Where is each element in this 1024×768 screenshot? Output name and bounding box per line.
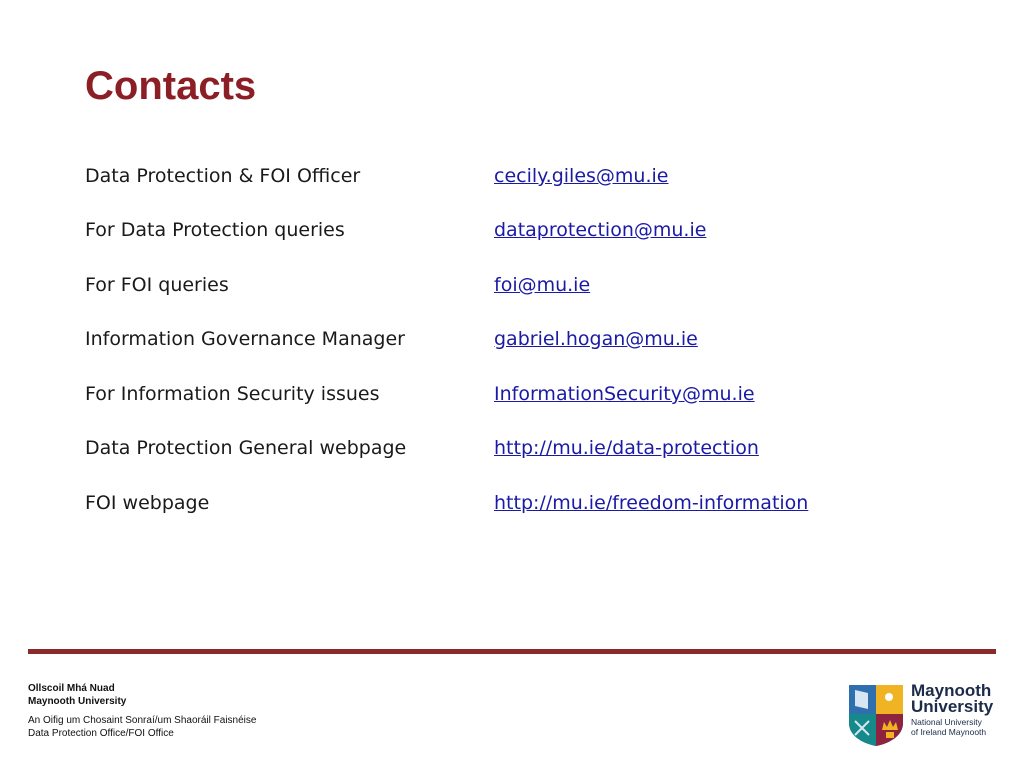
footer-office-english: Data Protection Office/FOI Office	[28, 728, 174, 739]
logo-name-line1: Maynooth	[911, 681, 992, 700]
contact-label: For FOI queries	[85, 274, 229, 296]
contact-email-link[interactable]: foi@mu.ie	[494, 274, 591, 296]
contact-row	[85, 379, 945, 409]
university-crest-icon	[847, 683, 905, 747]
contact-row	[85, 270, 945, 300]
contact-email-link[interactable]: InformationSecurity@mu.ie	[494, 383, 755, 405]
university-logo	[847, 683, 997, 749]
contact-label: Data Protection General webpage	[85, 437, 407, 459]
logo-name-line2: University	[911, 697, 994, 716]
contact-web-link[interactable]: http://mu.ie/freedom-information	[494, 492, 809, 514]
footer-divider	[28, 649, 996, 654]
logo-subtitle-line2: of Ireland Maynooth	[911, 727, 987, 737]
contact-label: Data Protection & FOI Officer	[85, 165, 361, 187]
contact-email-link[interactable]: gabriel.hogan@mu.ie	[494, 328, 698, 350]
contact-row	[85, 433, 945, 463]
contact-row	[85, 488, 945, 518]
contact-row	[85, 324, 945, 354]
contact-label: Information Governance Manager	[85, 328, 405, 350]
footer-university-english: Maynooth University	[28, 696, 127, 707]
logo-subtitle-line1: National University	[911, 717, 982, 727]
contact-label: FOI webpage	[85, 492, 210, 514]
footer-office-irish: An Oifig um Chosaint Sonraí/um Shaoráil Faisnéise	[28, 715, 257, 726]
contact-row	[85, 215, 945, 245]
footer-university-irish: Ollscoil Mhá Nuad	[28, 683, 115, 694]
contact-email-link[interactable]: cecily.giles@mu.ie	[494, 165, 669, 187]
contact-row	[85, 161, 945, 191]
logo-name	[911, 683, 993, 715]
logo-subtitle	[911, 717, 986, 737]
contact-web-link[interactable]: http://mu.ie/data-protection	[494, 437, 759, 459]
slide-title: Contacts	[85, 64, 257, 108]
contact-label: For Data Protection queries	[85, 219, 345, 241]
contact-label: For Information Security issues	[85, 383, 380, 405]
contact-email-link[interactable]: dataprotection@mu.ie	[494, 219, 707, 241]
